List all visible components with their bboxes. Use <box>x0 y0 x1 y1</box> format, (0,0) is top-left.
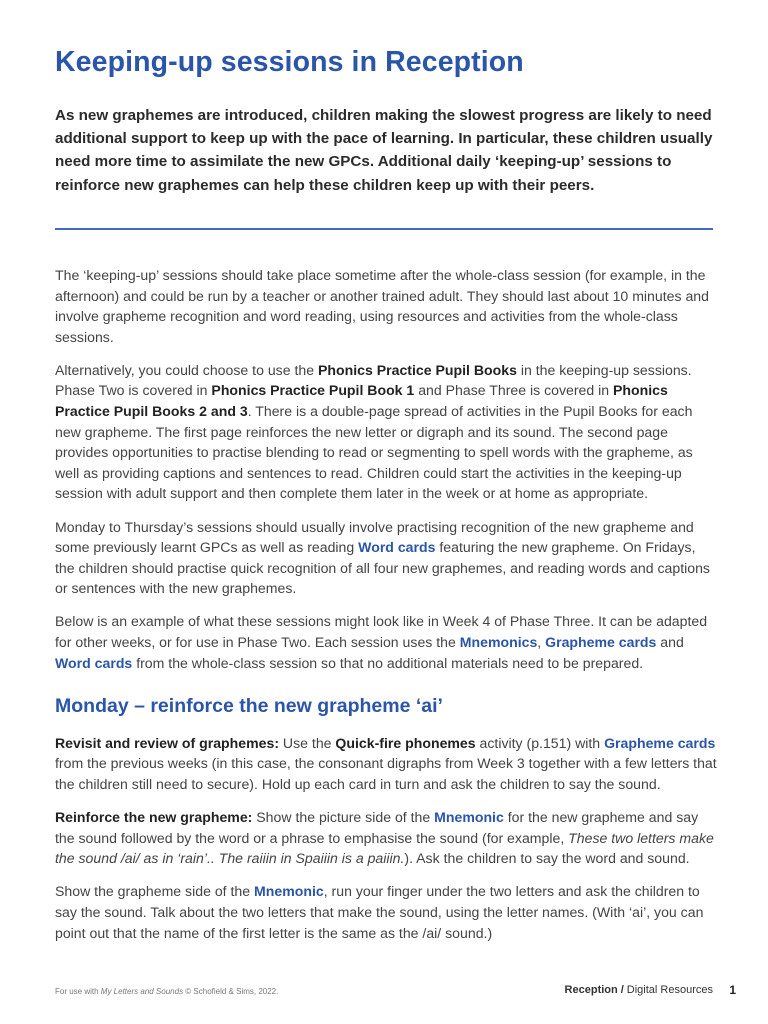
footer-separator: / <box>620 984 624 996</box>
paragraph-pupil-books <box>55 360 717 504</box>
text-run: featuring the new grapheme. On Fridays, the children should practise quick recognition of all four new graphemes, and reading words and captions or sentences with the new graphemes. <box>55 539 710 597</box>
text-run: and <box>656 634 684 650</box>
paragraph-timing: The ‘keeping-up’ sessions should take place sometime after the whole-class session (for example, in the afternoon) and could be run by a teacher or another trained adult. They should last about 10 minutes and involve grapheme recognition and word reading, using resources and activities from the whole-class sessions. <box>55 267 709 345</box>
text-run: Show the picture side of the <box>252 809 435 826</box>
paragraph-reinforce <box>55 807 717 869</box>
example-phrase: These two letters make the sound /ai/ as in ‘rain’.. The raiiin in Spaiiin is a paiiin. <box>55 829 714 867</box>
section-heading-monday: Monday – reinforce the new grapheme ‘ai’ <box>55 695 443 718</box>
text-run: Below is an example of what these sessions might look like in Week 4 of Phase Three. It can be adapted for other weeks, or for use in Phase Two. Each session uses the <box>55 613 708 650</box>
text-run: Monday to Thursday’s sessions should usually involve practising recognition of the new grapheme and some previously learnt GPCs as well as reading <box>55 518 694 556</box>
step-label-revisit: Revisit and review of graphemes: <box>55 734 280 751</box>
paragraph-grapheme-side <box>55 881 717 943</box>
footer-copyright <box>55 987 278 996</box>
text-run: in the keeping-up sessions. Phase Two is covered in <box>55 361 692 399</box>
resource-link-word-cards[interactable]: Word cards <box>358 539 436 556</box>
page-title: Keeping-up sessions in Reception <box>55 46 524 78</box>
text-run: activity (p.151) with <box>475 734 605 751</box>
footer-section: Reception <box>564 984 618 996</box>
text-run: . There is a double-page spread of activities in the Pupil Books for each new grapheme. The first page reinforces the new letter or digraph and its sound. The second page provides opportunities to practise blending to read or segmenting to spell words with the grapheme, as well as providing captions and sentences to read. Children could start the activities in the keeping-up session with adult support and then complete them later in the week or at home as appropriate. <box>55 403 693 502</box>
footer-breadcrumb <box>564 983 736 997</box>
resource-link-grapheme-cards[interactable]: Grapheme cards <box>545 634 657 650</box>
text-run: from the whole-class session so that no additional materials need to be prepared. <box>132 654 644 671</box>
text-run: from the previous weeks (in this case, the consonant digraphs from Week 3 together with a few letters that the children still need to secure). Hold up each card in turn and ask the children to say the sound. <box>55 755 717 792</box>
product-title: My Letters and Sounds <box>100 987 184 996</box>
page-number: 1 <box>729 983 736 997</box>
footer-resource: Digital Resources <box>626 984 713 996</box>
paragraph-monday-thursday <box>55 517 717 599</box>
text-run: For use with <box>55 987 101 996</box>
text-run: ). Ask the children to say the word and sound. <box>404 850 690 867</box>
resource-link-mnemonic[interactable]: Mnemonic <box>254 883 324 900</box>
text-run: Alternatively, you could choose to use the <box>55 361 318 378</box>
step-label-reinforce: Reinforce the new grapheme: <box>55 809 253 826</box>
body-text <box>55 265 717 956</box>
text-run: Use the <box>279 734 336 751</box>
text-run: © Schofield & Sims, 2022. <box>183 987 279 996</box>
text-run: , <box>537 634 546 650</box>
text-run: and Phase Three is covered in <box>414 382 614 399</box>
text-run: Show the grapheme side of the <box>55 883 255 900</box>
resource-link-mnemonics[interactable]: Mnemonics <box>459 634 538 650</box>
resource-link-grapheme-cards[interactable]: Grapheme cards <box>604 734 716 751</box>
activity-name-quick-fire: Quick-fire phonemes <box>335 734 476 751</box>
divider-rule <box>55 228 713 230</box>
intro-paragraph: As new graphemes are introduced, children making the slowest progress are likely to need additional support to keep up with the pace of learning. In particular, these children usually need more time to assimilate the new GPCs. Additional daily ‘keeping-up’ sessions to reinforce new graphemes can help these children keep up with their peers. <box>55 107 713 194</box>
book-title-books-2-3: Phonics Practice Pupil Books 2 and 3 <box>55 382 668 420</box>
text-run: , run your finger under the two letters and ask the children to say the sound. Talk about the two letters that make the sound, using the letter names. (With ‘ai’, you can point out that the name of the first letter is the same as the /ai/ sound.) <box>55 883 704 941</box>
book-title-book-1: Phonics Practice Pupil Book 1 <box>211 382 415 399</box>
paragraph-example <box>55 611 717 673</box>
book-title-pupil-books: Phonics Practice Pupil Books <box>317 361 517 378</box>
resource-link-mnemonic[interactable]: Mnemonic <box>434 809 504 826</box>
paragraph-revisit-review <box>55 733 717 795</box>
resource-link-word-cards[interactable]: Word cards <box>55 654 133 671</box>
text-run: for the new grapheme and say the sound followed by the word or a phrase to emphasise the sound (for example, <box>55 809 699 846</box>
